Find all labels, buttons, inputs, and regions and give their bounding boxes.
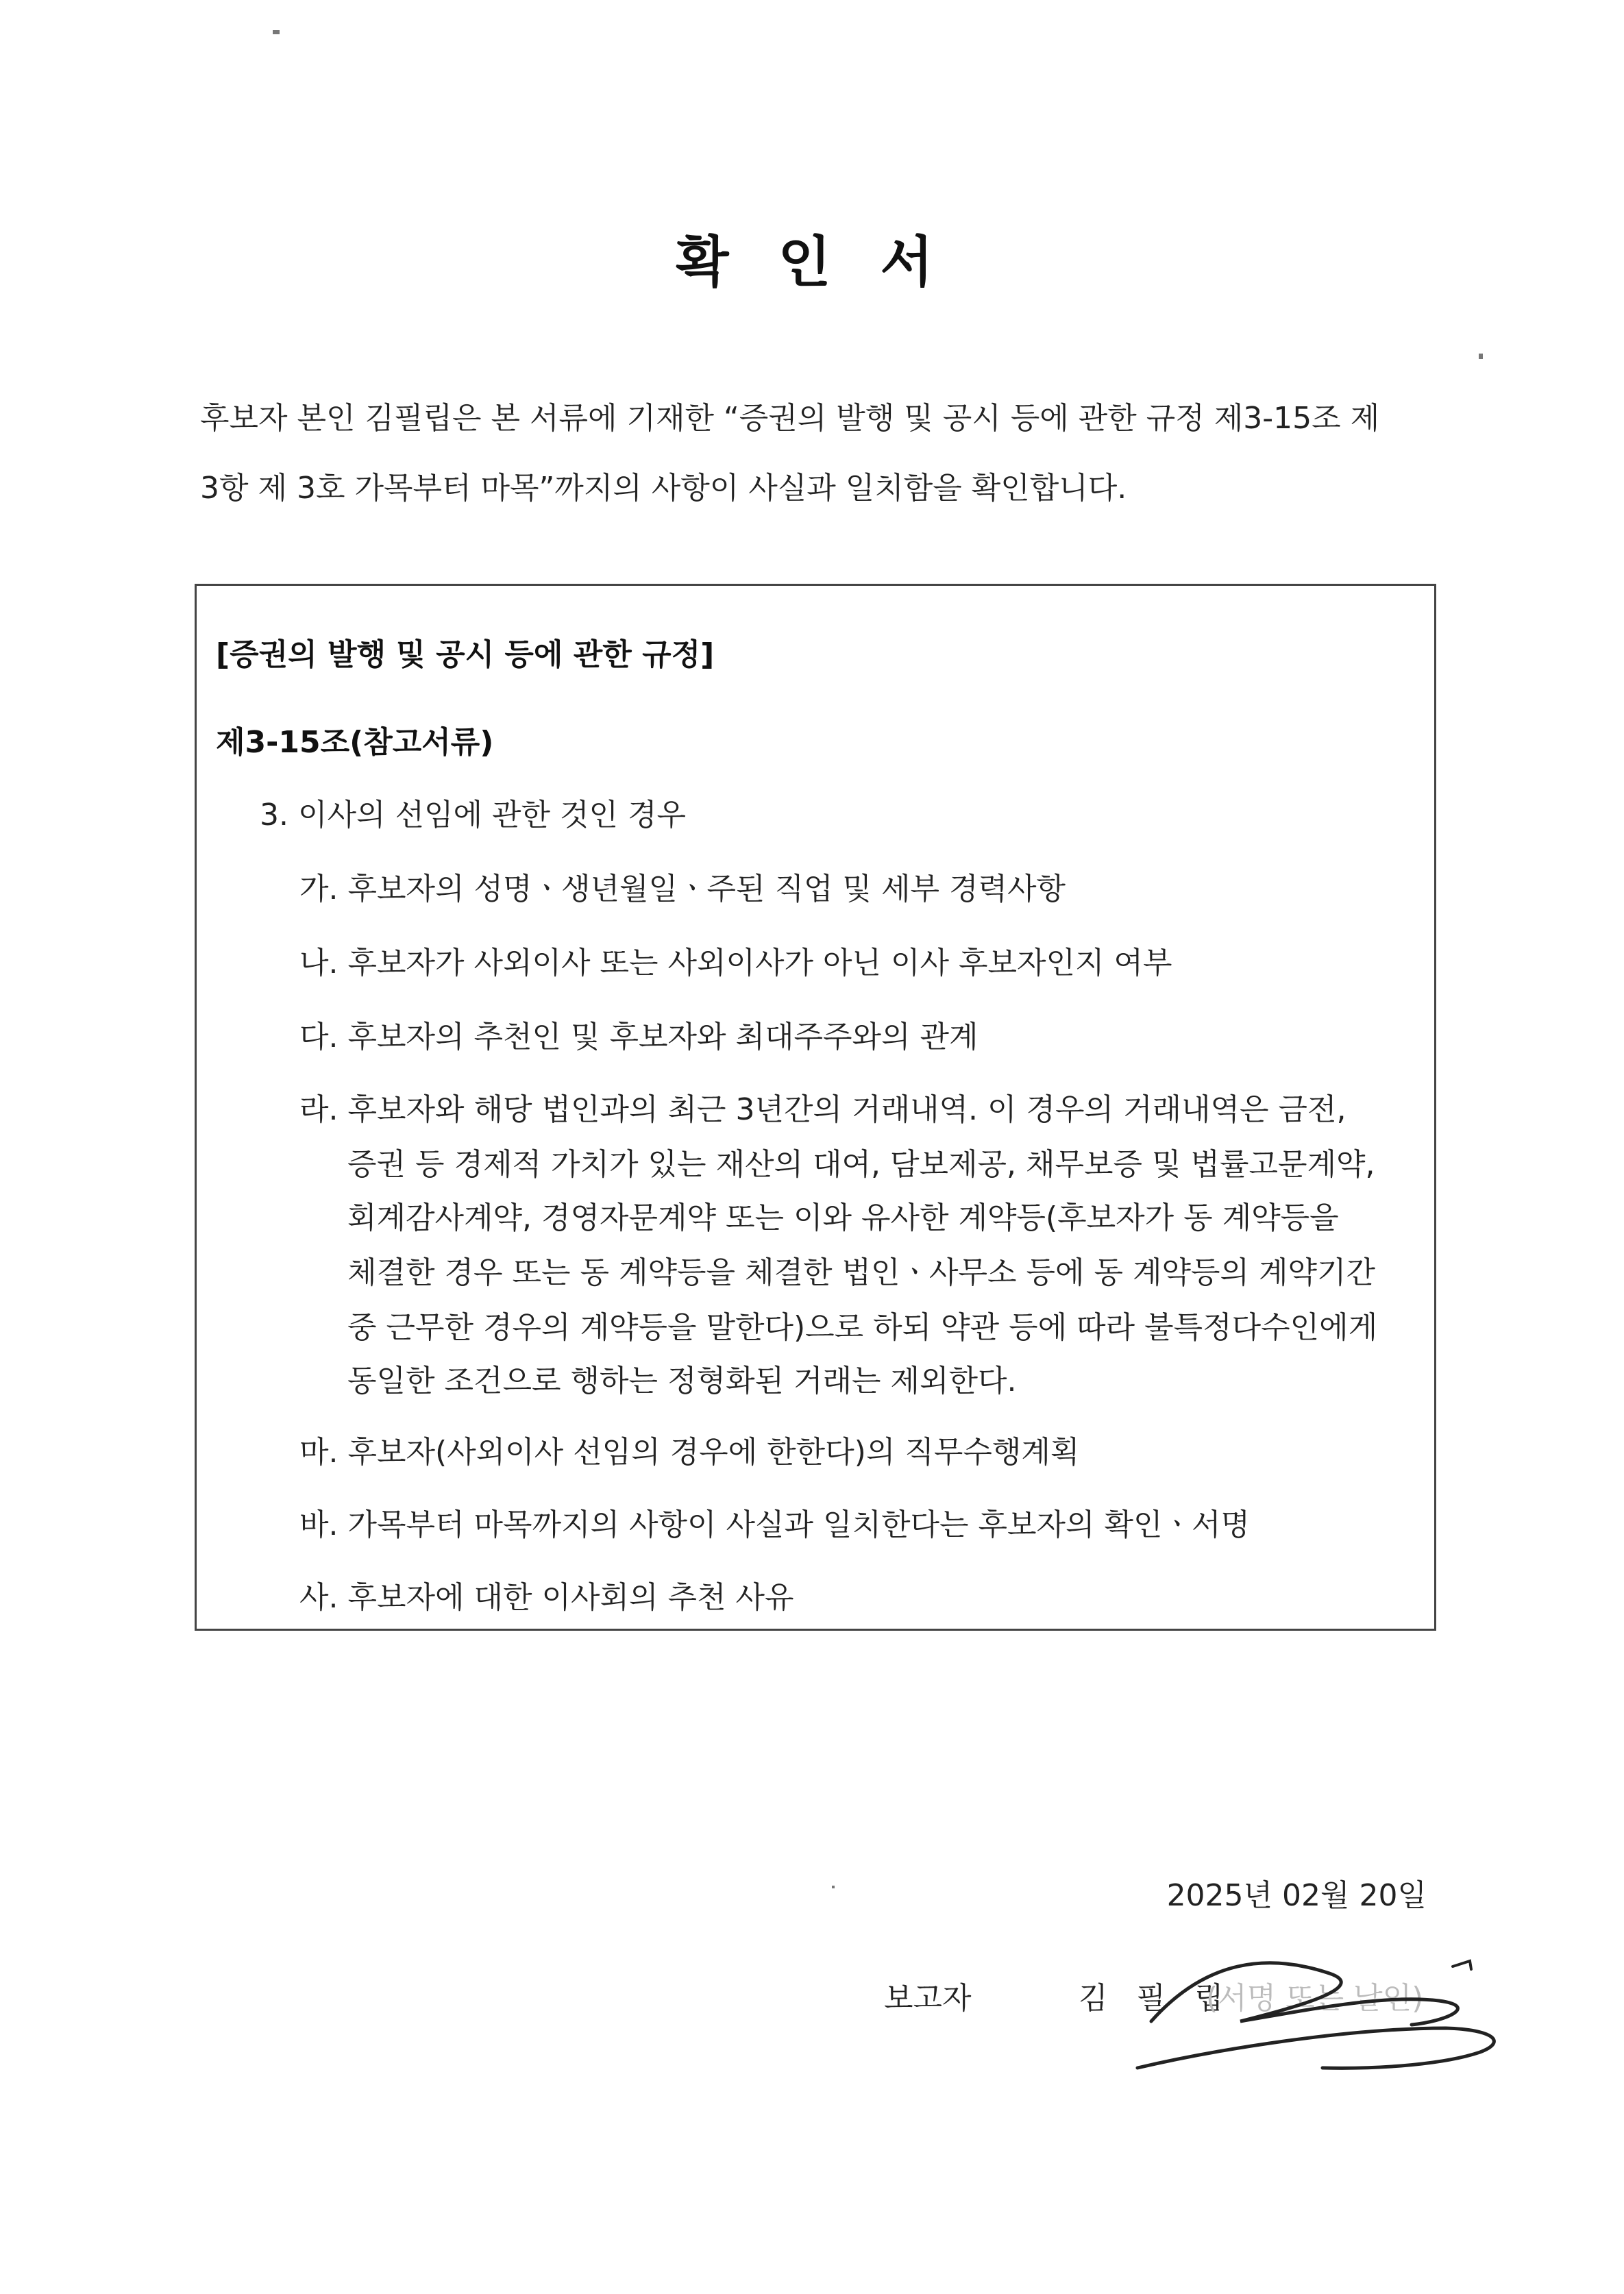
subitem-ra-continuation: 동일한 조건으로 행하는 정형화된 거래는 제외한다. (347, 1364, 1017, 1398)
scan-speck (1479, 354, 1483, 359)
regulation-heading: [증권의 발행 및 공시 등에 관한 규정] (216, 637, 715, 672)
subitem-ga: 가. 후보자의 성명ㆍ생년월일ㆍ주된 직업 및 세부 경력사항 (299, 872, 1066, 907)
subitem-ra-continuation: 증권 등 경제적 가치가 있는 재산의 대여, 담보제공, 채무보증 및 법률고문계약, (347, 1147, 1375, 1182)
report-date: 2025년 02월 20일 (1166, 1878, 1427, 1913)
article-heading: 제3-15조(참고서류) (216, 725, 494, 760)
intro-line: 3항 제 3호 가목부터 마목”까지의 사항이 사실과 일치함을 확인합니다. (200, 471, 1127, 506)
handwritten-signature (1124, 1946, 1521, 2083)
signature-hint: (서명 또는 날인) (1206, 1981, 1424, 2016)
subitem-ra-continuation: 체결한 경우 또는 동 계약등을 체결한 법인ㆍ사무소 등에 동 계약등의 계약기간 (347, 1255, 1375, 1290)
scan-speck (832, 1886, 835, 1888)
intro-line: 후보자 본인 김필립은 본 서류에 기재한 “증권의 발행 및 공시 등에 관한 규정 제3-15조 제 (200, 401, 1380, 436)
subitem-da: 다. 후보자의 추천인 및 후보자와 최대주주와의 관계 (299, 1020, 979, 1054)
subitem-na: 나. 후보자가 사외이사 또는 사외이사가 아닌 이사 후보자인지 여부 (299, 946, 1172, 981)
page-title: 확 인 서 (676, 230, 948, 294)
regulation-box (195, 584, 1436, 1631)
item-3: 3. 이사의 선임에 관한 것인 경우 (260, 798, 686, 832)
scan-speck (273, 30, 280, 34)
subitem-ra-continuation: 회계감사계약, 경영자문계약 또는 이와 유사한 계약등(후보자가 동 계약등을 (347, 1200, 1339, 1235)
subitem-ba: 바. 가목부터 마목까지의 사항이 사실과 일치한다는 후보자의 확인ㆍ서명 (299, 1507, 1251, 1542)
subitem-ma: 마. 후보자(사외이사 선임의 경우에 한한다)의 직무수행계획 (299, 1435, 1080, 1470)
subitem-ra: 라. 후보자와 해당 법인과의 최근 3년간의 거래내역. 이 경우의 거래내역은 금전, (299, 1092, 1346, 1127)
intro-paragraph (200, 384, 1447, 523)
subitem-ra-continuation: 중 근무한 경우의 계약등을 말한다)으로 하되 약관 등에 따라 불특정다수인에게 (347, 1310, 1378, 1345)
reporter-label: 보고자 (884, 1981, 972, 2016)
reporter-name: 김 필 립 (1079, 1981, 1233, 2016)
subitem-sa: 사. 후보자에 대한 이사회의 추천 사유 (299, 1580, 794, 1615)
